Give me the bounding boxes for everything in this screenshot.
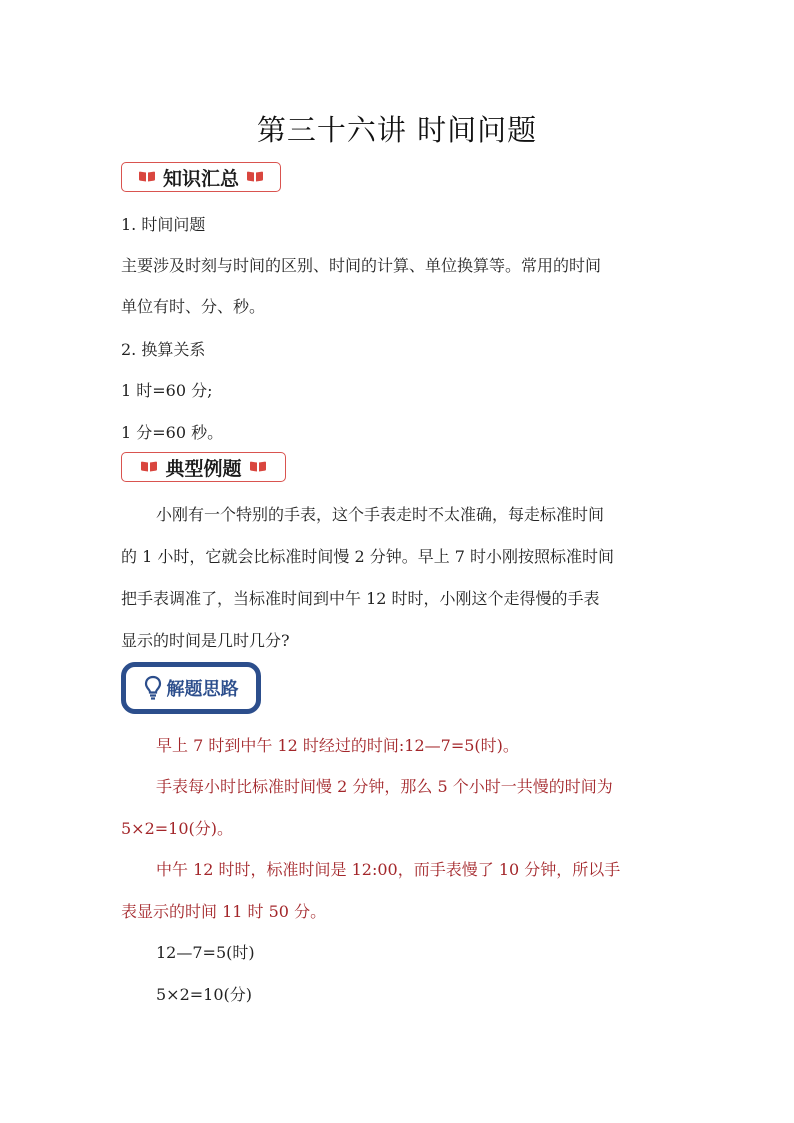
knowledge-line: 1 分=60 秒。 <box>121 423 224 442</box>
page-title: 第三十六讲 时间问题 <box>256 113 538 147</box>
section-badge-solution <box>121 662 261 714</box>
solution-line: 表显示的时间 11 时 50 分。 <box>121 902 327 921</box>
example-line: 的 1 小时，它就会比标准时间慢 2 分钟。早上 7 时小刚按照标准时间 <box>121 547 615 566</box>
solution-line: 早上 7 时到中午 12 时经过的时间:12—7=5(时)。 <box>156 736 519 755</box>
lightbulb-icon <box>144 675 162 701</box>
book-icon <box>250 461 266 473</box>
knowledge-line: 主要涉及时刻与时间的区别、时间的计算、单位换算等。常用的时间 <box>121 256 602 275</box>
example-line: 小刚有一个特别的手表，这个手表走时不太准确，每走标准时间 <box>156 505 605 524</box>
knowledge-line: 单位有时、分、秒。 <box>121 297 266 316</box>
calc-line: 5×2=10(分) <box>156 985 253 1004</box>
book-icon <box>141 461 157 473</box>
section-label-solution: 解题思路 <box>166 679 239 700</box>
knowledge-line: 2. 换算关系 <box>121 340 206 359</box>
knowledge-line: 1 时=60 分; <box>121 381 213 400</box>
section-badge-example <box>121 452 286 482</box>
solution-line: 中午 12 时时，标准时间是 12:00，而手表慢了 10 分钟，所以手 <box>156 860 621 879</box>
knowledge-line: 1. 时间问题 <box>121 215 206 234</box>
solution-line: 5×2=10(分)。 <box>121 819 234 838</box>
section-badge-knowledge <box>121 162 281 192</box>
book-icon <box>247 171 263 183</box>
example-line: 显示的时间是几时几分? <box>121 631 290 650</box>
section-label-example: 典型例题 <box>165 457 242 480</box>
section-label-knowledge: 知识汇总 <box>162 167 239 190</box>
calc-line: 12—7=5(时) <box>156 943 255 962</box>
example-line: 把手表调准了，当标准时间到中午 12 时时，小刚这个走得慢的手表 <box>121 589 600 608</box>
book-icon <box>139 171 155 183</box>
solution-line: 手表每小时比标准时间慢 2 分钟，那么 5 个小时一共慢的时间为 <box>156 777 613 796</box>
